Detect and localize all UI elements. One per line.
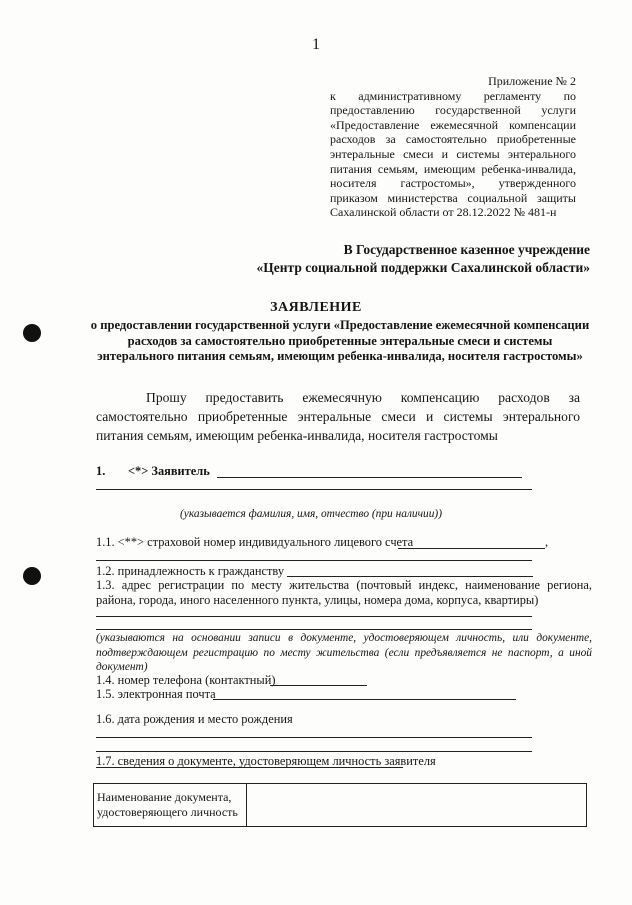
- phone-label: 1.4. номер телефона (контактный): [96, 673, 276, 687]
- address-label: 1.3. адрес регистрации по месту жительства (почтовый индекс, наименование региона, района, города, иного населенного пункта, улицы, номера дома, корпуса, квартиры): [96, 578, 592, 607]
- page-number: 1: [312, 36, 320, 53]
- applicant-label: <*> Заявитель: [128, 464, 210, 478]
- citizenship-label: 1.2. принадлежность к гражданству: [96, 564, 285, 578]
- table-row: [94, 784, 587, 827]
- birth-input-line-1[interactable]: [96, 737, 532, 738]
- email-input-line[interactable]: [213, 699, 516, 700]
- snils-comma: ,: [545, 535, 549, 549]
- punch-hole-top: [23, 324, 41, 342]
- phone-input-line[interactable]: [270, 685, 367, 686]
- punch-hole-bottom: [23, 567, 41, 585]
- snils-input-line-2[interactable]: [96, 560, 532, 561]
- addressee-line-2: «Центр социальной поддержки Сахалинской области»: [256, 259, 590, 275]
- applicant-input-line[interactable]: [217, 477, 522, 478]
- applicant-hint: (указывается фамилия, имя, отчество (при наличии)): [180, 508, 443, 520]
- document-subtitle: о предоставлении государственной услуги «Предоставление ежемесячной компенсации расходов за самостоятельно приобретенные энтеральные смеси и системы энтерального питания семьям, имеющим ребенка-инвалида, носителя гастростомы»: [90, 318, 590, 364]
- birth-input-line-2[interactable]: [96, 751, 532, 752]
- document-title: ЗАЯВЛЕНИЕ: [270, 300, 362, 315]
- id-document-name-value[interactable]: [247, 784, 587, 827]
- addressee-line-1: В Государственное казенное учреждение: [343, 242, 590, 257]
- address-hint: (указываются на основании записи в документе, удостоверяющем личность, или документе, подтверждающем регистрацию по месту жительства (если предъявляется не паспорт, а иной документ): [96, 632, 592, 673]
- appendix-block: [330, 74, 576, 220]
- snils-label: 1.1. <**> страховой номер индивидуального лицевого счета: [96, 535, 414, 549]
- appendix-heading: Приложение № 2: [488, 74, 576, 88]
- id-document-underline: [96, 767, 403, 768]
- id-document-label: 1.7. сведения о документе, удостоверяющем личность заявителя: [96, 754, 436, 768]
- applicant-input-line-2[interactable]: [96, 489, 532, 490]
- appendix-text: к административному регламенту по предоставлению государственной услуги «Предоставление ежемесячной компенсации расходов за самостоятельно приобретенные энтеральные смеси и системы энтерального питания семьям, имеющим ребенка-инвалида, носителя гастростомы», утвержденного приказом министерства социальной защиты Сахалинской области от 28.12.2022 № 481-н: [330, 88, 576, 220]
- request-paragraph: Прошу предоставить ежемесячную компенсацию расходов за самостоятельно приобретенные энтеральные смеси и системы энтерального питания семьям, имеющим ребенка-инвалида, носителя гастростомы: [96, 390, 580, 443]
- snils-input-line[interactable]: [398, 548, 545, 549]
- id-document-table: [93, 783, 587, 827]
- id-document-name-label: Наименование документа, удостоверяющего личность: [94, 784, 247, 827]
- citizenship-input-line[interactable]: [287, 576, 533, 577]
- birth-label: 1.6. дата рождения и место рождения: [96, 712, 293, 726]
- section-1-number: 1.: [96, 464, 106, 478]
- address-input-line-2[interactable]: [96, 629, 532, 630]
- addressee-block: [220, 241, 590, 276]
- email-label: 1.5. электронная почта: [96, 687, 216, 701]
- address-input-line-1[interactable]: [96, 616, 532, 617]
